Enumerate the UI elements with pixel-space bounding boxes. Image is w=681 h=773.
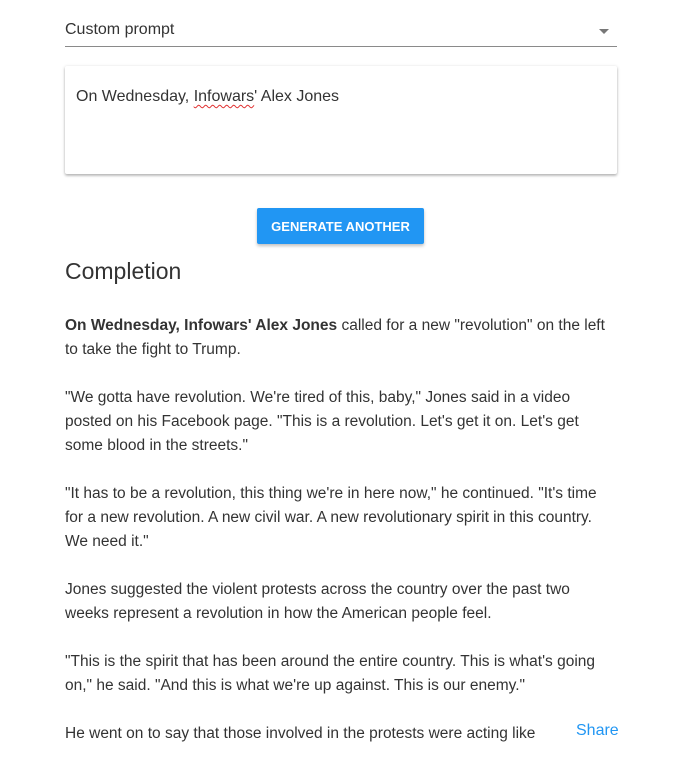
completion-line: posted on his Facebook page. "This is a revolution. Let's get it on. Let's get <box>65 413 579 430</box>
completion-line: called for a new "revolution" on the left <box>337 317 605 334</box>
prompt-select-value: Custom prompt <box>65 21 175 38</box>
completion-paragraph <box>65 386 625 458</box>
completion-line: Jones suggested the violent protests across the country over the past two <box>65 581 570 598</box>
prompt-text-misspelled: Infowars <box>193 88 255 105</box>
prompt-text-end: ' Alex Jones <box>254 88 340 105</box>
completion-paragraph <box>65 578 625 626</box>
completion-heading: Completion <box>65 258 182 284</box>
completion-line: to take the fight to Trump. <box>65 341 241 358</box>
completion-line: on," he said. "And this is what we're up against. This is our enemy." <box>65 677 526 694</box>
prompt-text: On Wednesday, <box>76 88 194 105</box>
completion-text <box>65 314 625 770</box>
completion-paragraph <box>65 722 625 746</box>
completion-paragraph <box>65 314 625 362</box>
completion-paragraph <box>65 650 625 698</box>
share-link[interactable]: Share <box>576 722 619 739</box>
completion-prompt-bold: On Wednesday, Infowars' Alex Jones <box>65 317 338 334</box>
generate-another-button[interactable]: GENERATE ANOTHER <box>257 208 424 244</box>
completion-line: We need it." <box>65 533 149 550</box>
completion-line: "This is the spirit that has been around the entire country. This is what's going <box>65 653 596 670</box>
completion-line: "We gotta have revolution. We're tired of this, baby," Jones said in a video <box>65 389 571 406</box>
completion-line: some blood in the streets." <box>65 437 248 454</box>
prompt-input[interactable] <box>65 66 617 174</box>
completion-line: for a new revolution. A new civil war. A new revolutionary spirit in this country. <box>65 509 592 526</box>
completion-line: "It has to be a revolution, this thing we're in here now," he continued. "It's time <box>65 485 597 502</box>
completion-line: weeks represent a revolution in how the American people feel. <box>65 605 492 622</box>
completion-paragraph <box>65 482 625 554</box>
completion-line: He went on to say that those involved in the protests were acting like <box>65 725 536 742</box>
dropdown-arrow-icon[interactable] <box>599 29 609 34</box>
prompt-select[interactable] <box>65 14 617 47</box>
